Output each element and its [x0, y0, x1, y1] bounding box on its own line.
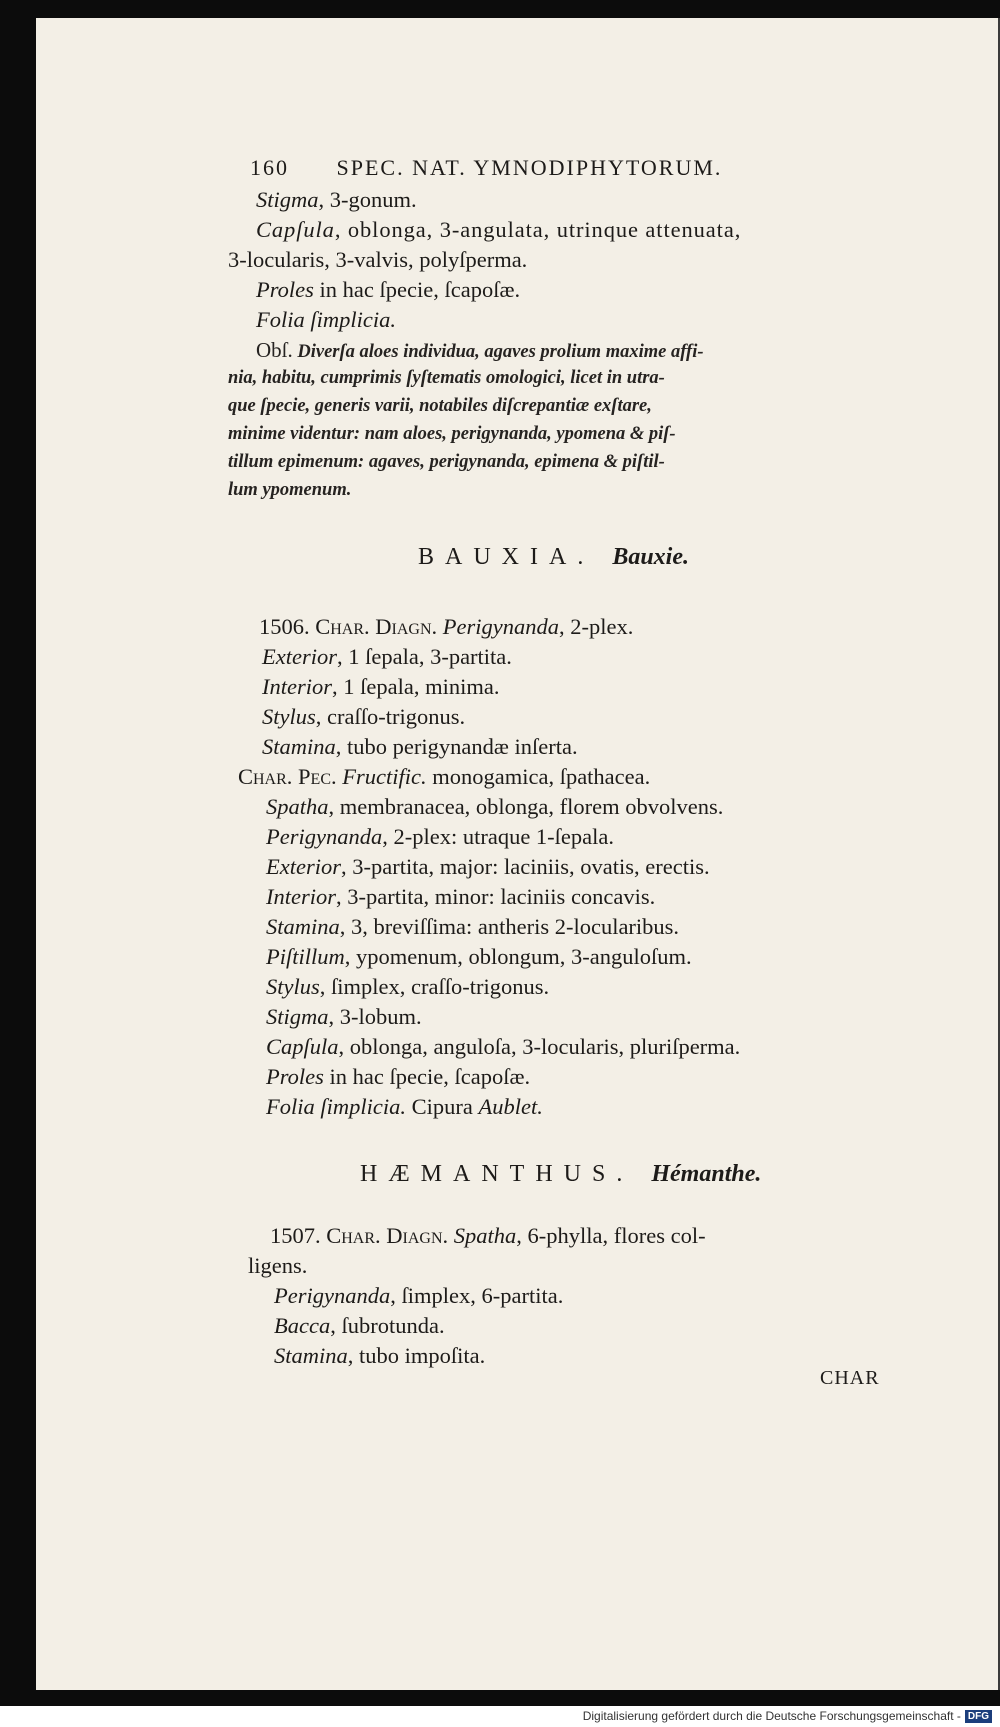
text-line: Capſula, oblonga, anguloſa, 3-locularis, pluriſperma.	[266, 1034, 741, 1059]
page-number: 160	[250, 155, 289, 180]
text-line: Perigynanda, ſimplex, 6-partita.	[274, 1283, 564, 1308]
running-head	[250, 154, 722, 182]
book-page	[36, 18, 1000, 1690]
obs-line: minime videntur: nam aloes, perigynanda, ypomena & piſ-	[228, 424, 676, 444]
running-head-title: SPEC. NAT. YMNODIPHYTORUM.	[336, 155, 723, 180]
text-line: Stigma, 3-gonum.	[256, 187, 417, 212]
text-line: Char. Pec. Fructific. monogamica, ſpathacea.	[238, 764, 651, 789]
obs-line: que ſpecie, generis varii, notabiles diſcrepantiæ exſtare,	[228, 396, 652, 416]
text-line: Exterior, 1 ſepala, 3-partita.	[262, 644, 512, 669]
text-line: 1507. Char. Diagn. Spatha, 6-phylla, flores col-	[270, 1223, 706, 1248]
text-line: Piſtillum, ypomenum, oblongum, 3-anguloſum.	[266, 944, 692, 969]
text-line: Proles in hac ſpecie, ſcapoſæ.	[266, 1064, 531, 1089]
text-line: Stamina, 3, breviſſima: antheris 2-locularibus.	[266, 914, 680, 939]
text-line: Stylus, craſſo-trigonus.	[262, 704, 466, 729]
dfg-logo: DFG	[965, 1710, 992, 1723]
genus-heading-bauxia: BAUXIA. Bauxie.	[418, 544, 690, 570]
text-line: ligens.	[248, 1253, 308, 1278]
catchword: CHAR	[820, 1367, 880, 1389]
text-line: Spatha, membranacea, oblonga, florem obvolvens.	[266, 794, 724, 819]
text-line: Bacca, ſubrotunda.	[274, 1313, 445, 1338]
genus-heading-haemanthus: HÆMANTHUS. Hémanthe.	[360, 1161, 762, 1187]
text-line: Stamina, tubo impoſita.	[274, 1343, 486, 1368]
text-line: Folia ſimplicia. Cipura Aublet.	[266, 1094, 543, 1119]
obs-line: tillum epimenum: agaves, perigynanda, epimena & piſtil-	[228, 452, 665, 472]
text-line: Interior, 3-partita, minor: laciniis concavis.	[266, 884, 656, 909]
text-line: Stylus, ſimplex, craſſo-trigonus.	[266, 974, 550, 999]
text-line: Interior, 1 ſepala, minima.	[262, 674, 500, 699]
text-line: 1506. Char. Diagn. Perigynanda, 2-plex.	[259, 614, 634, 639]
text-line: Stigma, 3-lobum.	[266, 1004, 422, 1029]
footer-credit	[0, 1706, 1000, 1727]
text-line: Perigynanda, 2-plex: utraque 1-ſepala.	[266, 824, 615, 849]
text-line: Stamina, tubo perigynandæ inſerta.	[262, 734, 578, 759]
text-line: Exterior, 3-partita, major: laciniis, ovatis, erectis.	[266, 854, 710, 879]
obs-line: lum ypomenum.	[228, 480, 352, 500]
text-line: Proles in hac ſpecie, ſcapoſæ.	[256, 277, 521, 302]
text-line: Folia ſimplicia.	[256, 307, 396, 332]
text-line: 3-locularis, 3-valvis, polyſperma.	[228, 247, 528, 272]
text-line: Capſula, oblonga, 3-angulata, utrinque attenuata,	[256, 217, 742, 242]
obs-line: nia, habitu, cumprimis ſyſtematis omologici, licet in utra-	[228, 368, 665, 388]
footer-text: Digitalisierung gefördert durch die Deutsche Forschungsgemeinschaft -	[582, 1709, 961, 1723]
obs-line: Obſ. Diverſa aloes individua, agaves prolium maxime affi-	[256, 338, 704, 362]
